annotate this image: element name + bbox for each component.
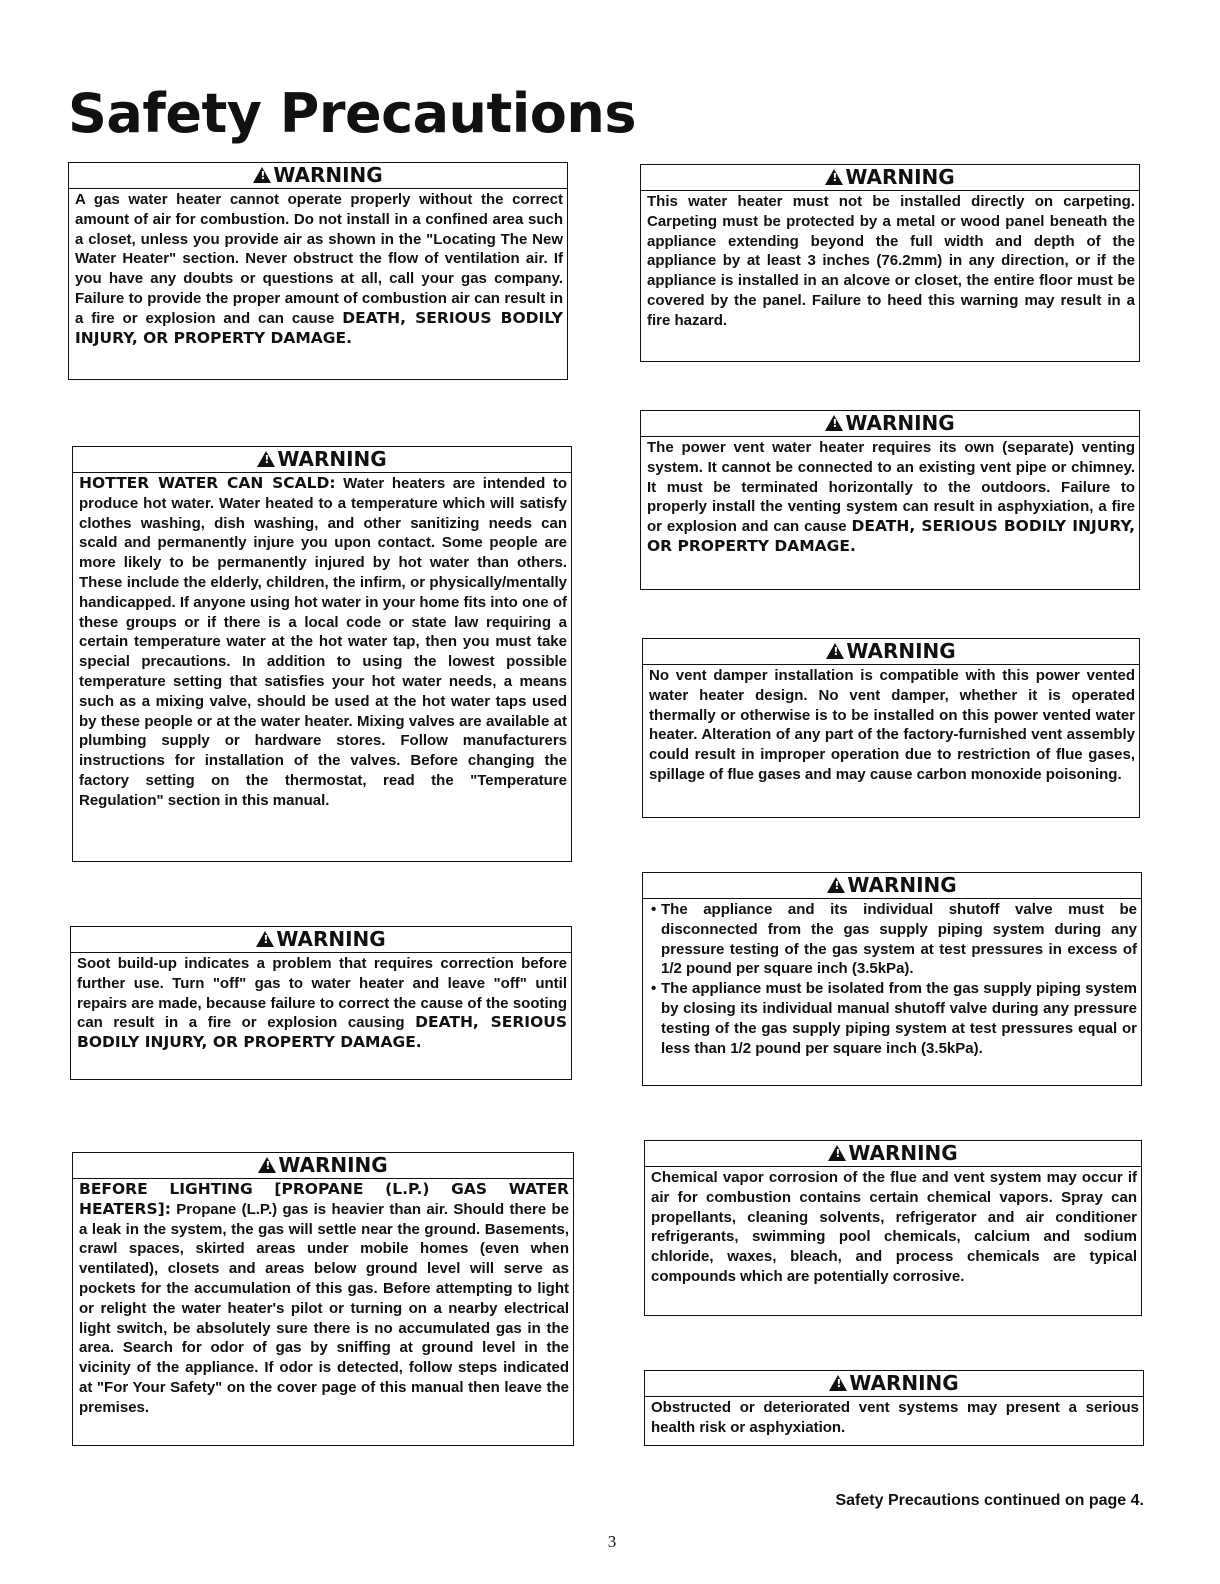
warning-box-scald — [72, 446, 572, 862]
warning-box-power-vent — [640, 410, 1140, 590]
warning-bullet-list — [649, 900, 1137, 1058]
warning-header — [645, 1371, 1143, 1397]
warning-box-combustion-air — [68, 162, 568, 380]
warning-triangle-icon — [826, 643, 844, 659]
warning-text-caps: DEATH, SERIOUS BODILY INJURY, OR PROPERTY DAMAGE. — [647, 517, 1136, 555]
warning-box-chemical — [644, 1140, 1142, 1316]
warning-text-main: Soot build-up indicates a problem that requires correction before further use. Turn "off" gas to water heater and leave "off" until repairs are made, because failure to correct the cause of the sooting can result in a fire or explosion causing — [77, 955, 567, 1032]
warning-label: WARNING — [846, 639, 956, 663]
warning-text-main: Propane (L.P.) gas is heavier than air. Should there be a leak in the system, the gas will settle near the ground. Basements, crawl spaces, skirted areas under mobile homes (even when ventilated), closets and areas below ground level will serve as pockets for the accumulation of this gas. Before attempting to light or relight the water heater's pilot or turning on a nearby electrical light switch, be absolutely sure there is no accumulated gas in the area. Search for odor of gas by sniffing at ground level in the vicinity of the appliance. If odor is detected, follow steps indicated at "For Your Safety" on the cover page of this manual then leave the premises. — [79, 1200, 569, 1416]
warning-label: WARNING — [845, 165, 955, 189]
list-item: • The appliance and its individual shutoff valve must be disconnected from the gas supply piping system during any pressure testing of the gas system at test pressures in excess of 1/2 pound per square inch (3.5kPa). — [649, 900, 1137, 979]
warning-triangle-icon — [827, 877, 845, 893]
warning-triangle-icon — [253, 167, 271, 183]
warning-triangle-icon — [257, 451, 275, 467]
page-title: Safety Precautions — [68, 82, 636, 145]
warning-text: No vent damper installation is compatible with this power vented water heater design. No vent damper, whether it is operated thermally or otherwise is to be installed on this power vented water heater. Alteration of any part of the factory-furnished vent assembly could result in improper operation due to restriction of flue gases, spillage of flue gases and may cause carbon monoxide poisoning. — [649, 667, 1135, 783]
warning-text-main: A gas water heater cannot operate properly without the correct amount of air for combustion. Do not install in a confined area such a closet, unless you provide air as shown in the "Locating The New Water Heater" section. Never obstruct the flow of ventilation air. If you have any doubts or questions at all, call your gas company. Failure to provide the proper amount of combustion air can result in a fire or explosion and can cause — [75, 191, 563, 327]
warning-box-propane — [72, 1152, 574, 1446]
warning-header — [643, 639, 1139, 665]
warning-text — [643, 899, 1141, 1062]
warning-label: WARNING — [277, 447, 387, 471]
warning-label: WARNING — [848, 1141, 958, 1165]
page-number: 3 — [607, 1532, 617, 1551]
warning-box-obstructed — [644, 1370, 1144, 1446]
warning-text-caps: DEATH, SERIOUS BODILY INJURY, OR PROPERTY DAMAGE. — [77, 1013, 568, 1052]
warning-text-main: Water heaters are intended to produce hot water. Water heated to a temperature which will satisfy clothes washing, dish washing, and other sanitizing needs can scald and permanently injure you upon contact. Some people are more likely to be permanently injured by hot water than others. These include the elderly, children, the infirm, or physically/mentally handicapped. If anyone using hot water in your home fits into one of these groups or if there is a local code or state law requiring a certain temperature water at the hot water tap, then you must take special precautions. In addition to using the lowest possible temperature setting that satisfies your hot water needs, a means such as a mixing valve, should be used at the hot water taps used by these people or at the water heater. Mixing valves are available at plumbing supply or hardware stores. Follow manufacturers instructions for installation of the valves. Before changing the factory setting on the thermostat, read the "Temperature Regulation" section in this manual. — [79, 475, 567, 809]
warning-header — [69, 163, 567, 189]
warning-text — [69, 189, 567, 352]
warning-text: This water heater must not be installed directly on carpeting. Carpeting must be protected by a metal or wood panel beneath the appliance extending beyond the full width and depth of the appliance by at least 3 inches (76.2mm) in any direction, or if the appliance is installed in an alcove or closet, the entire floor must be covered by the panel. Failure to heed this warning may result in a fire hazard. — [647, 193, 1135, 329]
warning-header — [73, 1153, 573, 1179]
warning-triangle-icon — [829, 1375, 847, 1391]
warning-text-lead: HOTTER WATER CAN SCALD: — [79, 474, 336, 492]
warning-triangle-icon — [256, 931, 274, 947]
warning-header — [643, 873, 1141, 899]
warning-label: WARNING — [273, 163, 383, 187]
warning-text — [641, 437, 1139, 561]
warning-text: Obstructed or deteriorated vent systems may present a serious health risk or asphyxiation. — [651, 1399, 1139, 1436]
continued-note: Safety Precautions continued on page 4. — [835, 1492, 1144, 1509]
warning-text — [73, 473, 571, 815]
warning-triangle-icon — [825, 415, 843, 431]
warning-header — [641, 411, 1139, 437]
warning-label: WARNING — [276, 927, 386, 951]
warning-text — [71, 953, 571, 1057]
list-item: • The appliance must be isolated from the gas supply piping system by closing its individual manual shutoff valve during any pressure testing of the gas supply piping system at test pressures equal or less than 1/2 pound per square inch (3.5kPa). — [649, 979, 1137, 1058]
warning-header — [73, 447, 571, 473]
warning-label: WARNING — [278, 1153, 388, 1177]
warning-text: Chemical vapor corrosion of the flue and vent system may occur if air for combustion contains certain chemical vapors. Spray can propellants, cleaning solvents, refrigerator and air conditioner refrigerants, swimming pool chemicals, calcium and sodium chloride, waxes, bleach, and process chemicals are typical compounds which are potentially corrosive. — [651, 1169, 1137, 1285]
warning-triangle-icon — [825, 169, 843, 185]
warning-text-lead: BEFORE LIGHTING [PROPANE (L.P.) GAS WATER HEATERS]: — [79, 1180, 569, 1218]
warning-triangle-icon — [828, 1145, 846, 1161]
warning-header — [71, 927, 571, 953]
warning-triangle-icon — [258, 1157, 276, 1173]
warning-label: WARNING — [847, 873, 957, 897]
warning-label: WARNING — [845, 411, 955, 435]
warning-header — [641, 165, 1139, 191]
warning-box-vent-damper — [642, 638, 1140, 818]
warning-box-soot — [70, 926, 572, 1080]
warning-box-shutoff-valve — [642, 872, 1142, 1086]
warning-label: WARNING — [849, 1371, 959, 1395]
warning-text — [73, 1179, 573, 1422]
warning-text-main: The power vent water heater requires its own (separate) venting system. It cannot be connected to an existing vent pipe or chimney. It must be terminated horizontally to the outdoors. Failure to properly install the venting system can result in asphyxiation, a fire or explosion and can cause — [647, 439, 1135, 536]
warning-box-carpeting — [640, 164, 1140, 362]
warning-text-caps: DEATH, SERIOUS BODILY INJURY, OR PROPERTY DAMAGE. — [75, 308, 563, 347]
warning-header — [645, 1141, 1141, 1167]
